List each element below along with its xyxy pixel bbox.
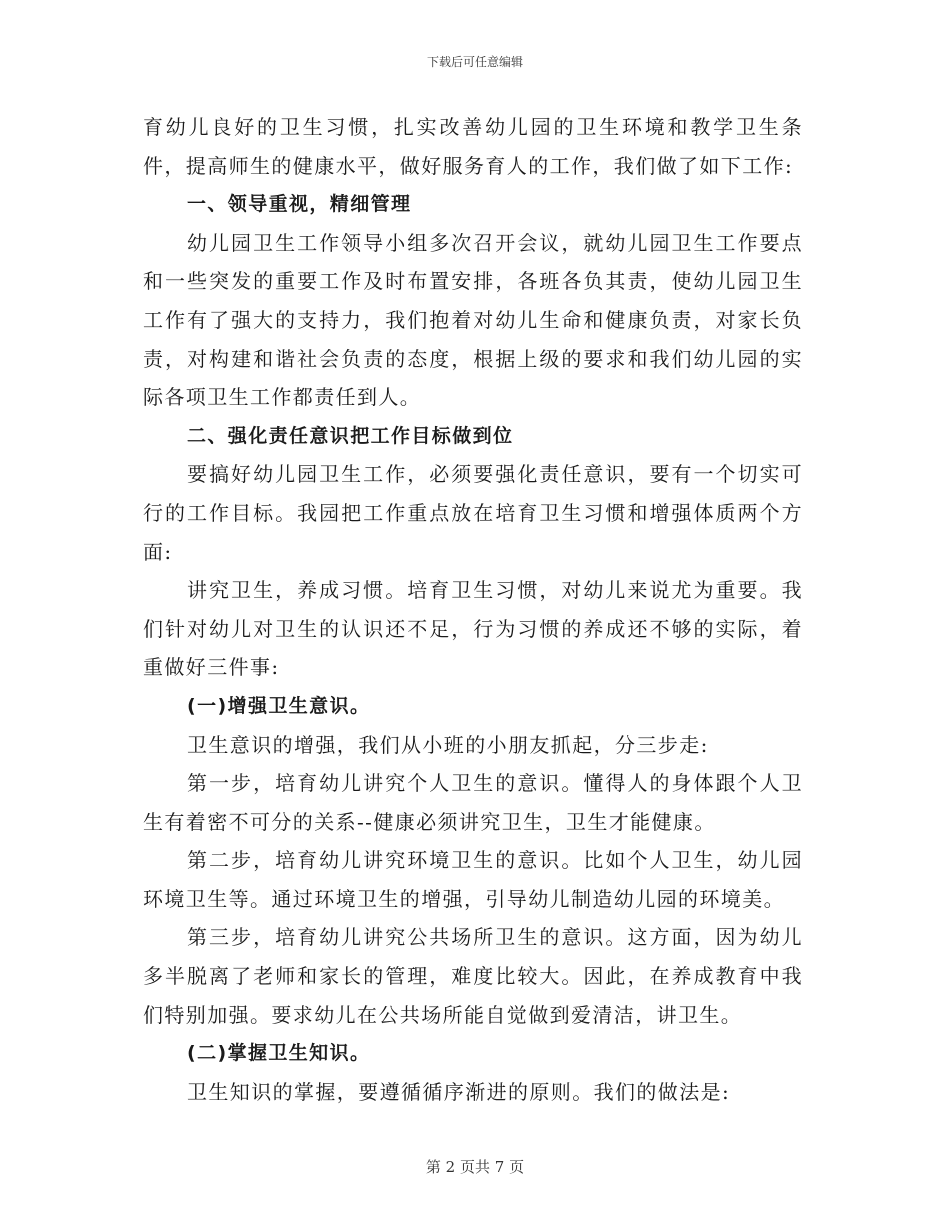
page-footer: 第 2 页共 7 页 bbox=[425, 1158, 525, 1176]
paragraph-awareness: 卫生意识的增强，我们从小班的小朋友抓起，分三步走: bbox=[187, 732, 709, 757]
paragraph-step-two: 第二步，培育幼儿讲究环境卫生的意识。比如个人卫生，幼儿园环境卫生等。通过环境卫生的增强，引导幼儿制造幼儿园的环境美。 bbox=[143, 848, 803, 911]
paragraph-knowledge: 卫生知识的掌握，要遵循循序渐进的原则。我们的做法是: bbox=[187, 1079, 731, 1104]
paragraph-step-one: 第一步，培育幼儿讲究个人卫生的意识。懂得人的身体跟个人卫生有着密不可分的关系--健康必须讲究卫生，卫生才能健康。 bbox=[143, 771, 803, 834]
subsection-heading-1: (一)增强卫生意识。 bbox=[187, 694, 371, 717]
paragraph-intro: 育幼儿良好的卫生习惯，扎实改善幼儿园的卫生环境和教学卫生条件，提高师生的健康水平，做好服务育人的工作，我们做了如下工作: bbox=[143, 115, 803, 178]
page-header: 下载后可任意编辑 bbox=[426, 55, 523, 69]
section-heading-1: 一、领导重视，精细管理 bbox=[187, 193, 412, 216]
paragraph-responsibility: 要搞好幼儿园卫生工作，必须要强化责任意识，要有一个切实可行的工作目标。我园把工作重点放在培育卫生习惯和增强体质两个方面: bbox=[143, 462, 803, 564]
section-heading-2: 二、强化责任意识把工作目标做到位 bbox=[187, 424, 514, 447]
paragraph-hygiene-habits: 讲究卫生，养成习惯。培育卫生习惯，对幼儿来说尤为重要。我们针对幼儿对卫生的认识还不足，行为习惯的养成还不够的实际，着重做好三件事: bbox=[143, 578, 803, 680]
document-body bbox=[143, 108, 803, 1111]
subsection-heading-2: (二)掌握卫生知识。 bbox=[187, 1042, 371, 1065]
paragraph-step-three: 第三步，培育幼儿讲究公共场所卫生的意识。这方面，因为幼儿多半脱离了老师和家长的管理，难度比较大。因此，在养成教育中我们特别加强。要求幼儿在公共场所能自觉做到爱清洁，讲卫生。 bbox=[143, 925, 803, 1027]
paragraph-leadership: 幼儿园卫生工作领导小组多次召开会议，就幼儿园卫生工作要点和一些突发的重要工作及时布置安排，各班各负其责，使幼儿园卫生工作有了强大的支持力，我们抱着对幼儿生命和健康负责，对家长负责，对构建和谐社会负责的态度，根据上级的要求和我们幼儿园的实际各项卫生工作都责任到人。 bbox=[143, 230, 803, 410]
